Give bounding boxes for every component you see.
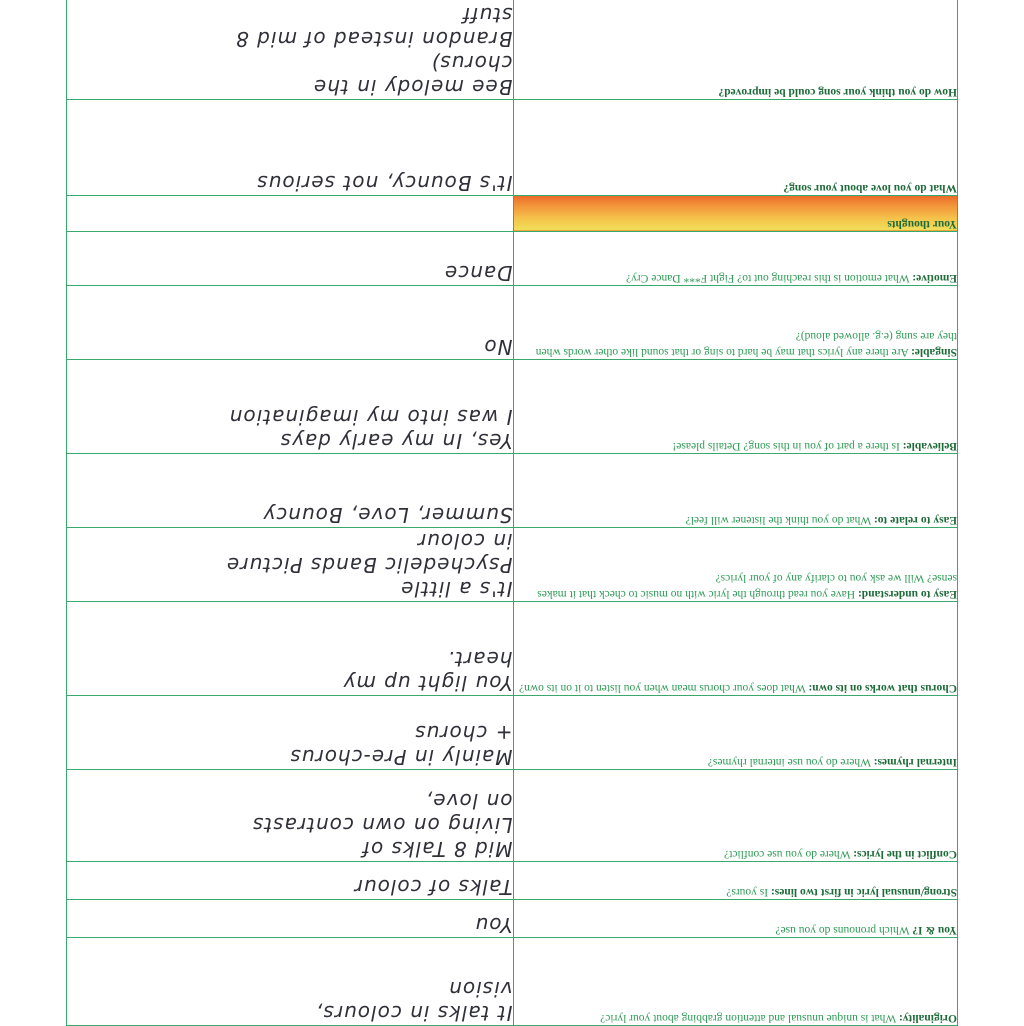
answer-cell: [67, 232, 514, 286]
question-label: Emotive:: [912, 272, 957, 284]
answer-line: Summer, Love, Bouncy: [262, 503, 513, 527]
question-text: What do you love about your song?: [783, 182, 957, 194]
question-text: Is yours?: [726, 886, 771, 898]
question-cell: [513, 360, 957, 454]
row-chorus: [67, 602, 958, 696]
answer-line: It's Bouncy, not serious: [256, 171, 513, 195]
row-singable: [67, 286, 958, 360]
row-internal-rhymes: [67, 696, 958, 770]
question-label: Easy to relate to:: [873, 514, 957, 526]
row-believable: [67, 360, 958, 454]
question-cell: [513, 900, 957, 938]
question-text: Are there any lyrics that may be hard to sing or that sound like other words when they are sung (e.g. allowed aloud)?: [535, 330, 957, 358]
answer-line: I was into my imagination: [228, 405, 513, 429]
question-cell: [513, 286, 957, 360]
section-header-your-thoughts: [67, 196, 958, 232]
answer-cell: [67, 0, 514, 100]
answer-line: Dance: [443, 261, 513, 285]
answer-cell: [67, 286, 514, 360]
question-cell: [513, 770, 957, 862]
answer-cell: [67, 696, 514, 770]
answer-line: Bee melody in the: [312, 75, 513, 99]
question-label: Believable:: [902, 440, 957, 452]
answer-line: on love,: [424, 789, 513, 813]
answer-line: Psychedelic Bands Picture: [225, 553, 513, 577]
answer-line: stuff: [462, 3, 513, 27]
section-header-empty-cell: [67, 196, 514, 232]
answer-line: Mainly in Pre-chorus: [289, 745, 513, 769]
answer-cell: [67, 862, 514, 900]
answer-line: + chorus: [414, 721, 513, 745]
row-pronouns: [67, 900, 958, 938]
section-header-cell: [513, 196, 957, 232]
question-cell: [513, 528, 957, 602]
answer-cell: [67, 360, 514, 454]
question-cell: [513, 862, 957, 900]
answer-cell: [67, 938, 514, 1026]
question-label: Chorus that works on its own:: [808, 682, 957, 694]
question-text: How do you think your song could be improved?: [718, 86, 957, 98]
question-label: Conflict in the lyrics:: [853, 848, 957, 860]
section-header-label: Your thoughts: [887, 218, 957, 230]
feedback-table: [66, 0, 958, 1026]
question-text: Where do you use internal rhymes?: [707, 756, 874, 768]
question-cell: [513, 454, 957, 528]
question-cell: [513, 696, 957, 770]
question-text: Where do you use conflict?: [724, 848, 854, 860]
answer-line: You: [474, 913, 513, 937]
row-improve-song: [67, 0, 958, 100]
answer-line: vision: [448, 977, 513, 1001]
row-originality: [67, 938, 958, 1026]
question-label: Easy to understand:: [857, 588, 957, 600]
question-cell: [513, 938, 957, 1026]
question-label: You & I?: [912, 924, 957, 936]
question-text: What does your chorus mean when you listen to it on its own?: [518, 682, 809, 694]
row-easy-to-understand: [67, 528, 958, 602]
question-cell: [513, 0, 957, 100]
answer-cell: [67, 602, 514, 696]
row-love-about-song: [67, 100, 958, 196]
answer-line: Brandon instead of mid 8: [235, 27, 513, 51]
answer-line: It talks in colours,: [315, 1001, 513, 1025]
answer-line: Living on own contrasts: [251, 813, 513, 837]
question-text: What do you think the listener will feel?: [685, 514, 874, 526]
answer-cell: [67, 100, 514, 196]
question-text: What emotion is this reaching out to? Fight F*** Dance Cry?: [625, 272, 913, 284]
answer-line: chorus): [430, 51, 513, 75]
answer-cell: [67, 900, 514, 938]
question-cell: [513, 232, 957, 286]
answer-line: Talks of colour: [353, 875, 513, 899]
question-cell: [513, 100, 957, 196]
question-text: What is unique unusual and attention grabbing about your lyric?: [600, 1012, 899, 1024]
question-label: Strong/unusual lyric in first two lines:: [770, 886, 957, 898]
question-label: Internal rhymes:: [873, 756, 957, 768]
answer-line: in colour: [417, 529, 513, 553]
question-text: Is there a part of you in this song? Details please!: [672, 440, 903, 452]
answer-line: Yes, In my early days: [279, 429, 513, 453]
question-label: Originality:: [898, 1012, 957, 1024]
row-strong-lyric: [67, 862, 958, 900]
answer-line: It's a little: [400, 577, 513, 601]
question-text: Have you read through the lyric with no music to check that it makes sense? Will we ask you to clarify any of your lyrics?: [537, 572, 957, 600]
answer-cell: [67, 528, 514, 602]
answer-line: No: [483, 335, 513, 359]
question-text: Which pronouns do you use?: [775, 924, 913, 936]
row-easy-to-relate: [67, 454, 958, 528]
answer-line: You light up my: [342, 671, 513, 695]
answer-line: Mid 8 Talks of: [362, 837, 513, 861]
row-emotive: [67, 232, 958, 286]
question-cell: [513, 602, 957, 696]
question-label: Singable:: [910, 346, 957, 358]
answer-line: heart.: [446, 647, 513, 671]
row-conflict: [67, 770, 958, 862]
answer-cell: [67, 454, 514, 528]
answer-cell: [67, 770, 514, 862]
